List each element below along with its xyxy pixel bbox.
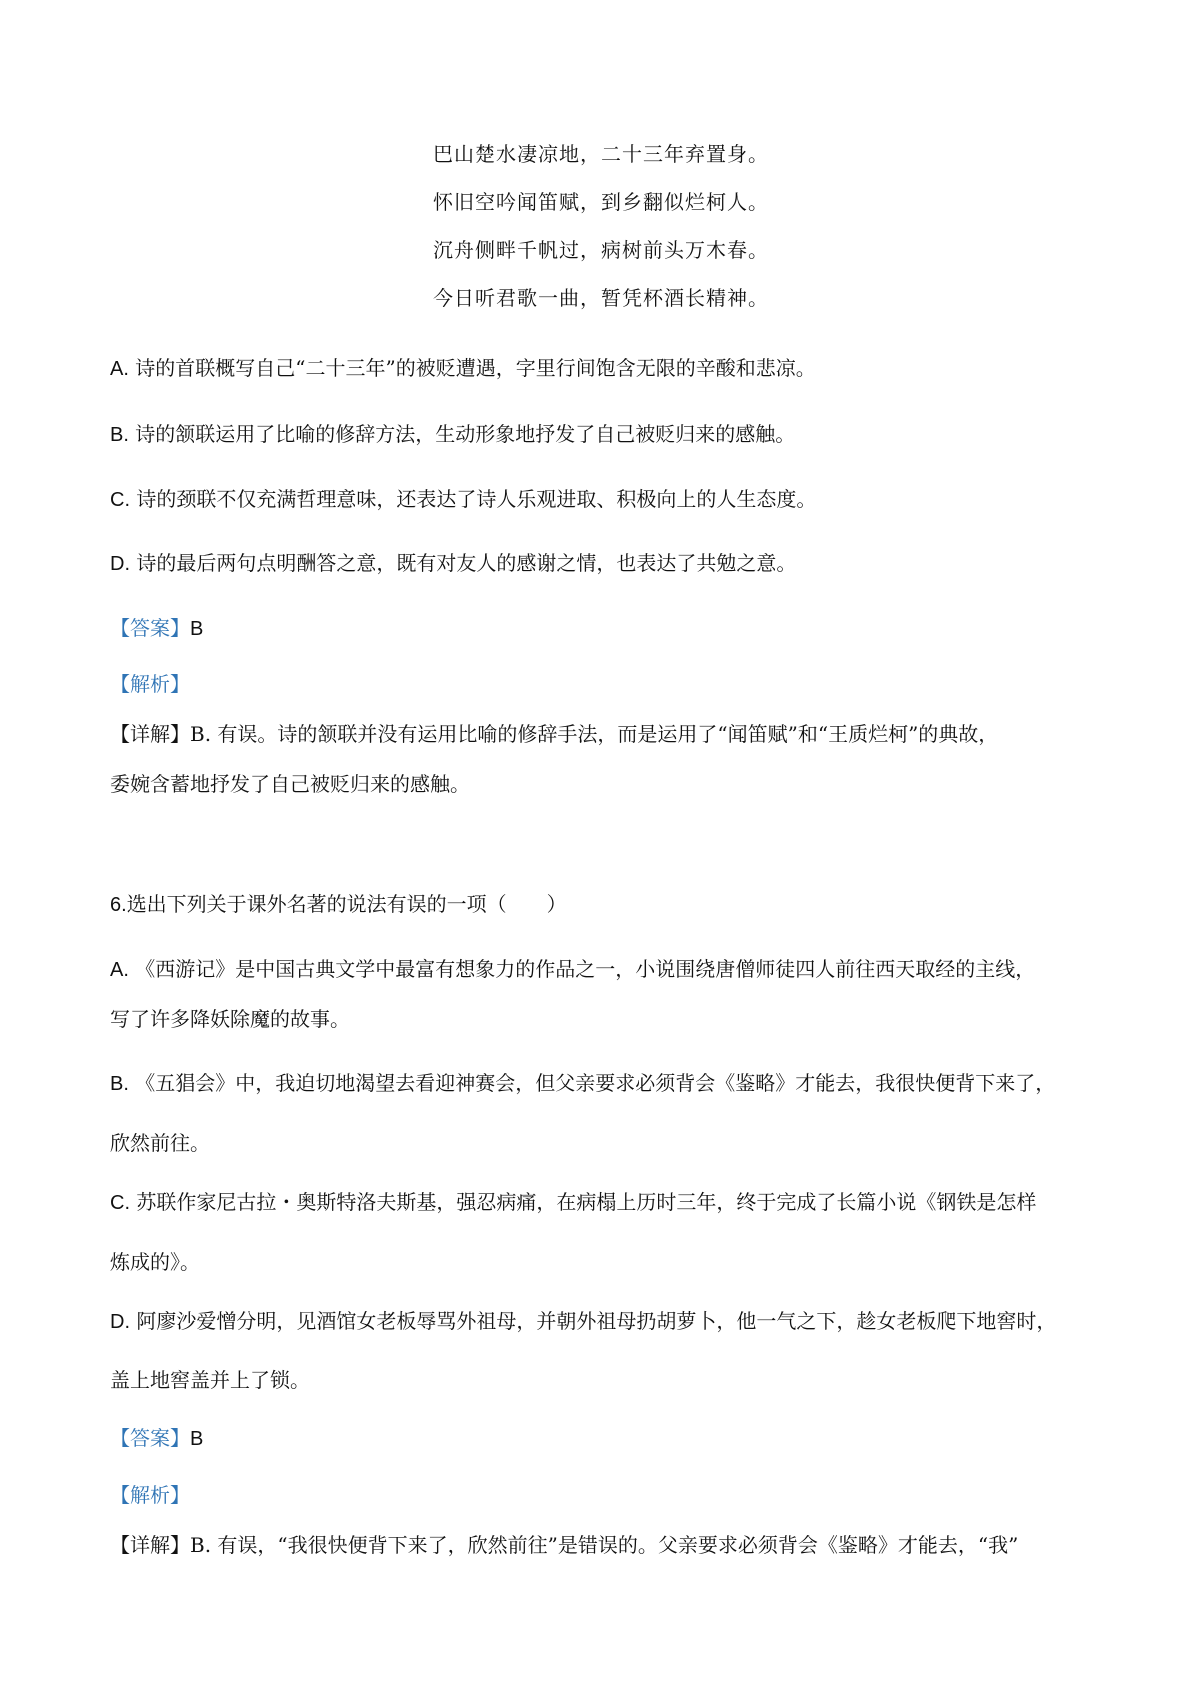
- option-text: 诗的颔联运用了比喻的修辞方法，生动形象地抒发了自己被贬归来的感触。: [135, 422, 796, 446]
- option-b-continuation: 欣然前往。: [110, 1131, 210, 1155]
- detail-tag: 【详解】: [110, 1533, 190, 1557]
- option-letter: B.: [110, 424, 129, 446]
- option-text: 阿廖沙爱憎分明，见酒馆女老板辱骂外祖母，并朝外祖母扔胡萝卜，他一气之下，趁女老板爬下地窖时，: [136, 1309, 1057, 1333]
- option-d-continuation: 盖上地窖盖并上了锁。: [110, 1368, 310, 1392]
- question-number: 6.: [110, 894, 127, 916]
- option-d: [110, 1307, 1056, 1336]
- option-text: 《西游记》是中国古典文学中最富有想象力的作品之一，小说围绕唐僧师徒四人前往西天取经的主线，: [135, 957, 1036, 981]
- poem-line: 怀旧空吟闻笛赋，到乡翻似烂柯人。: [433, 190, 769, 214]
- option-c: [110, 1188, 1036, 1217]
- detail-text: B. 有误。诗的颔联并没有运用比喻的修辞手法，而是运用了“闻笛赋”和“王质烂柯”的典故，: [190, 722, 999, 746]
- question-text: 选出下列关于课外名著的说法有误的一项（ ）: [126, 892, 567, 916]
- option-b: [110, 1069, 1055, 1098]
- answer-value: B: [190, 1428, 204, 1450]
- option-letter: A.: [110, 959, 129, 981]
- detail-tag: 【详解】: [110, 722, 190, 746]
- option-a-continuation: 写了许多降妖除魔的故事。: [110, 1007, 350, 1031]
- option-a: [110, 354, 816, 383]
- option-a: [110, 955, 1035, 984]
- option-text: 诗的首联概写自己“二十三年”的被贬遭遇，字里行间饱含无限的辛酸和悲凉。: [135, 356, 816, 380]
- detail-line: [110, 720, 998, 748]
- analysis-tag: 【解析】: [110, 672, 190, 696]
- poem-line: 沉舟侧畔千帆过，病树前头万木春。: [433, 238, 769, 262]
- analysis-line: [110, 670, 190, 698]
- question-6-stem: [110, 890, 567, 919]
- option-b: [110, 420, 795, 449]
- answer-value: B: [190, 618, 204, 640]
- option-text: 诗的颈联不仅充满哲理意味，还表达了诗人乐观进取、积极向上的人生态度。: [136, 487, 817, 511]
- detail-text: B. 有误，“我很快便背下来了，欣然前往”是错误的。父亲要求必须背会《鉴略》才能去，“我”: [190, 1533, 1019, 1557]
- option-letter: D.: [110, 1311, 130, 1333]
- option-text: 苏联作家尼古拉・奥斯特洛夫斯基，强忍病痛，在病榻上历时三年，终于完成了长篇小说《钢铁是怎样: [136, 1190, 1037, 1214]
- option-letter: C.: [110, 1192, 130, 1214]
- poem-line: 巴山楚水凄凉地，二十三年弃置身。: [433, 142, 769, 166]
- option-letter: C.: [110, 489, 130, 511]
- answer-tag: 【答案】: [110, 616, 190, 640]
- poem-line: 今日听君歌一曲，暂凭杯酒长精神。: [433, 286, 769, 310]
- option-letter: B.: [110, 1073, 129, 1095]
- detail-continuation: 委婉含蓄地抒发了自己被贬归来的感触。: [110, 772, 470, 796]
- option-letter: A.: [110, 358, 129, 380]
- analysis-line: [110, 1481, 190, 1509]
- option-c: [110, 485, 816, 514]
- option-text: 诗的最后两句点明酬答之意，既有对友人的感谢之情，也表达了共勉之意。: [136, 551, 797, 575]
- answer-line: [110, 614, 203, 643]
- answer-line: [110, 1424, 203, 1453]
- detail-line: [110, 1531, 1018, 1559]
- option-text: 《五猖会》中，我迫切地渴望去看迎神赛会，但父亲要求必须背会《鉴略》才能去，我很快便背下来了，: [135, 1071, 1056, 1095]
- option-letter: D.: [110, 553, 130, 575]
- option-c-continuation: 炼成的》。: [110, 1250, 200, 1274]
- answer-tag: 【答案】: [110, 1426, 190, 1450]
- analysis-tag: 【解析】: [110, 1483, 190, 1507]
- option-d: [110, 549, 796, 578]
